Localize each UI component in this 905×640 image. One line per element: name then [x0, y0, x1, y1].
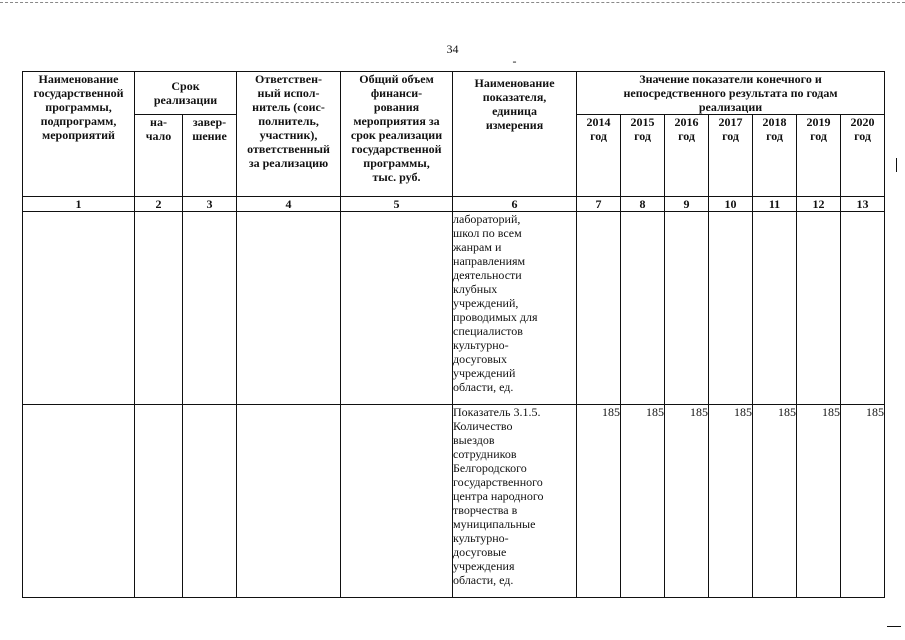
value-cell: 185: [665, 405, 709, 598]
column-number: 3: [183, 197, 237, 212]
indicator-text: Показатель 3.1.5. Количество выездов сотрудников Белгородского государственного центра народного творчества в муниципальные культурно- досуговые учреждения области, ед.: [453, 405, 577, 598]
empty-cell: [237, 212, 341, 405]
column-number: 1: [23, 197, 135, 212]
empty-cell: [23, 212, 135, 405]
value-cell: [797, 212, 841, 405]
empty-cell: [135, 212, 183, 405]
table-row: [23, 212, 885, 405]
program-table: [22, 54, 885, 598]
value-cell: [577, 212, 621, 405]
value-cell: [753, 212, 797, 405]
header-funding-volume: Общий объем финанси- рования мероприятия за срок реализации государственной программы, тыс. руб.: [341, 72, 453, 197]
header-year-2018: 2018 год: [753, 115, 797, 197]
column-number: 4: [237, 197, 341, 212]
value-cell: [841, 212, 885, 405]
header-end: завер- шение: [183, 115, 237, 197]
empty-cell: [135, 405, 183, 598]
right-dash-mark: [887, 626, 901, 627]
column-number: 8: [621, 197, 665, 212]
top-scan-line: [0, 2, 905, 3]
value-cell: 185: [797, 405, 841, 598]
value-cell: 185: [577, 405, 621, 598]
column-number: 12: [797, 197, 841, 212]
column-number: 11: [753, 197, 797, 212]
header-start: на- чало: [135, 115, 183, 197]
header-year-2019: 2019 год: [797, 115, 841, 197]
empty-cell: [341, 212, 453, 405]
indicator-dash-mark: -: [512, 54, 517, 68]
column-number: 10: [709, 197, 753, 212]
indicator-text: лабораторий, школ по всем жанрам и направлениям деятельности клубных учреждений, проводимых для специалистов культурно- досуговых учреждений области, ед.: [453, 212, 577, 405]
column-number: 13: [841, 197, 885, 212]
header-values-by-year: Значение показатели конечного и непосредственного результата по годам реализации: [577, 72, 885, 115]
header-indicator-cell: [453, 54, 577, 197]
value-cell: 185: [709, 405, 753, 598]
right-edge-mark: [896, 158, 897, 172]
value-cell: 185: [753, 405, 797, 598]
header-indicator: Наименование показателя, единица измерения: [474, 76, 555, 132]
empty-cell: [237, 405, 341, 598]
header-year-2015: 2015 год: [621, 115, 665, 197]
header-year-2020: 2020 год: [841, 115, 885, 197]
empty-cell: [341, 405, 453, 598]
value-cell: 185: [621, 405, 665, 598]
value-cell: [665, 212, 709, 405]
empty-cell: [23, 405, 135, 598]
header-year-2017: 2017 год: [709, 115, 753, 197]
column-number: 2: [135, 197, 183, 212]
column-number: 7: [577, 197, 621, 212]
column-number: 6: [453, 197, 577, 212]
empty-cell: [183, 405, 237, 598]
value-cell: [621, 212, 665, 405]
header-program-name: Наименование государственной программы, подпрограмм, мероприятий: [23, 72, 135, 197]
header-year-2014: 2014 год: [577, 115, 621, 197]
header-year-2016: 2016 год: [665, 115, 709, 197]
column-number: 5: [341, 197, 453, 212]
header-period: Срок реализации: [135, 72, 237, 115]
value-cell: [709, 212, 753, 405]
table-row: [23, 405, 885, 598]
empty-cell: [183, 212, 237, 405]
column-number: 9: [665, 197, 709, 212]
header-responsible: Ответствен- ный испол- нитель (соис- полнитель, участник), ответственный за реализацию: [237, 72, 341, 197]
value-cell: 185: [841, 405, 885, 598]
page-number: 34: [446, 42, 459, 56]
